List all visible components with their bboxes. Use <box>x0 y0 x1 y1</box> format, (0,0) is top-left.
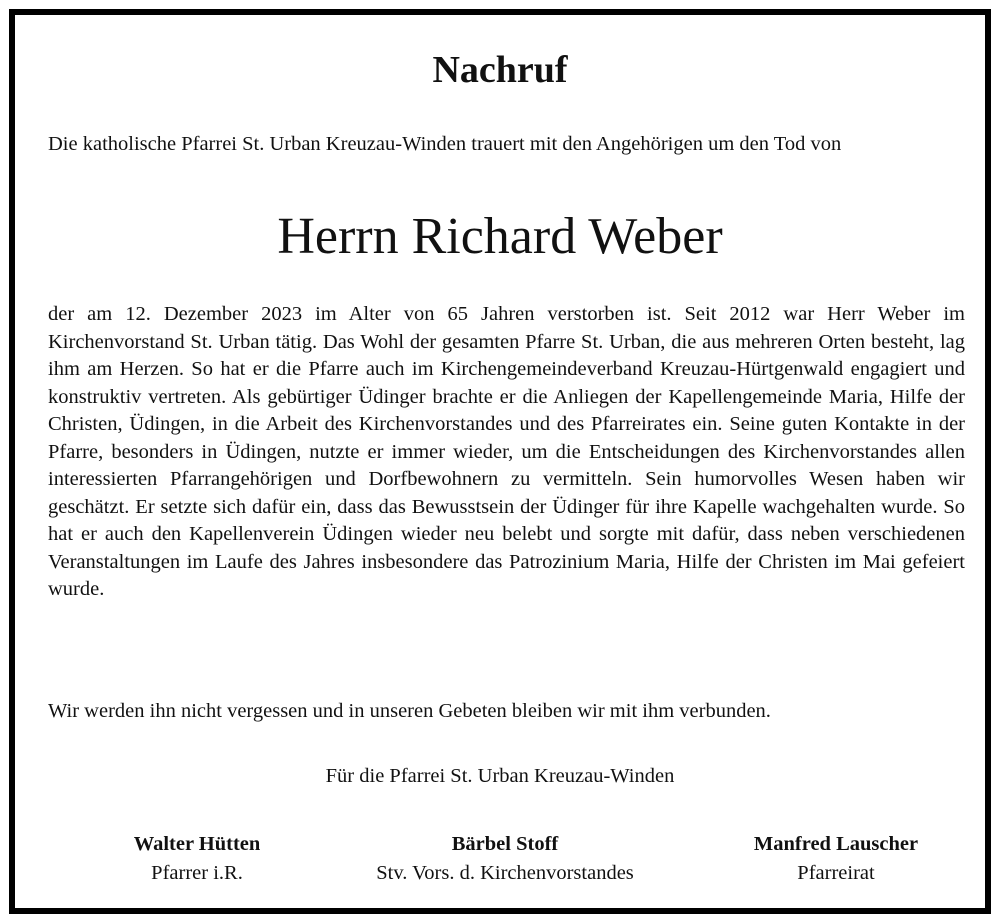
signatory-2 <box>345 830 665 888</box>
intro-text: Die katholische Pfarrei St. Urban Kreuzau-Winden trauert mit den Angehörigen um den Tod von <box>48 133 842 155</box>
signatory-role: Pfarreirat <box>797 862 875 884</box>
deceased-name: Herrn Richard Weber <box>277 208 723 265</box>
obituary-frame <box>9 9 991 914</box>
signatory-role: Stv. Vors. d. Kirchenvorstandes <box>376 862 634 884</box>
signatory-1 <box>37 830 357 888</box>
obituary-body: der am 12. Dezember 2023 im Alter von 65 Jahren verstorben ist. Seit 2012 war Herr Weber im Kirchenvorstand St. Urban tätig. Das Wohl der gesamten Pfarre St. Urban, die aus mehreren Orten besteht, lag ihm am Herzen. So hat er die Pfarre auch im Kirchengemeindeverband Kreuzau-Hürtgenwald engagiert und konstruktiv vertreten. Als gebürtiger Üdinger brachte er die Anliegen der Kapellengemeinde Maria, Hilfe der Christen, Üdingen, in die Arbeit des Kirchenvorstandes und des Pfarreirates ein. Seine guten Kontakte in der Pfarre, besonders in Üdingen, nutzte er immer wieder, um die Entscheidungen des Kirchenvorstandes allen interessierten Pfarrangehörigen und Dorfbewohnern zu vermitteln. Sein humorvolles Wesen haben wir geschätzt. Er setzte sich dafür ein, dass das Bewusstsein der Üdinger für ihre Kapelle wachgehalten wurde. So hat er auch den Kapellenverein Üdingen wieder neu belebt und sorgte mit dafür, dass neben verschiedenen Veranstaltungen im Laufe des Jahres insbesondere das Patrozinium Maria, Hilfe der Christen im Mai gefeiert wurde. <box>48 303 965 600</box>
on-behalf-line: Für die Pfarrei St. Urban Kreuzau-Winden <box>325 765 675 787</box>
signatory-3 <box>676 830 996 888</box>
obituary-title: Nachruf <box>432 49 568 91</box>
closing-text: Wir werden ihn nicht vergessen und in unseren Gebeten bleiben wir mit ihm verbunden. <box>48 700 771 722</box>
signatory-name: Manfred Lauscher <box>753 833 919 855</box>
signatory-name: Bärbel Stoff <box>451 833 559 855</box>
signatory-name: Walter Hütten <box>133 833 261 855</box>
signatory-role: Pfarrer i.R. <box>151 862 243 884</box>
